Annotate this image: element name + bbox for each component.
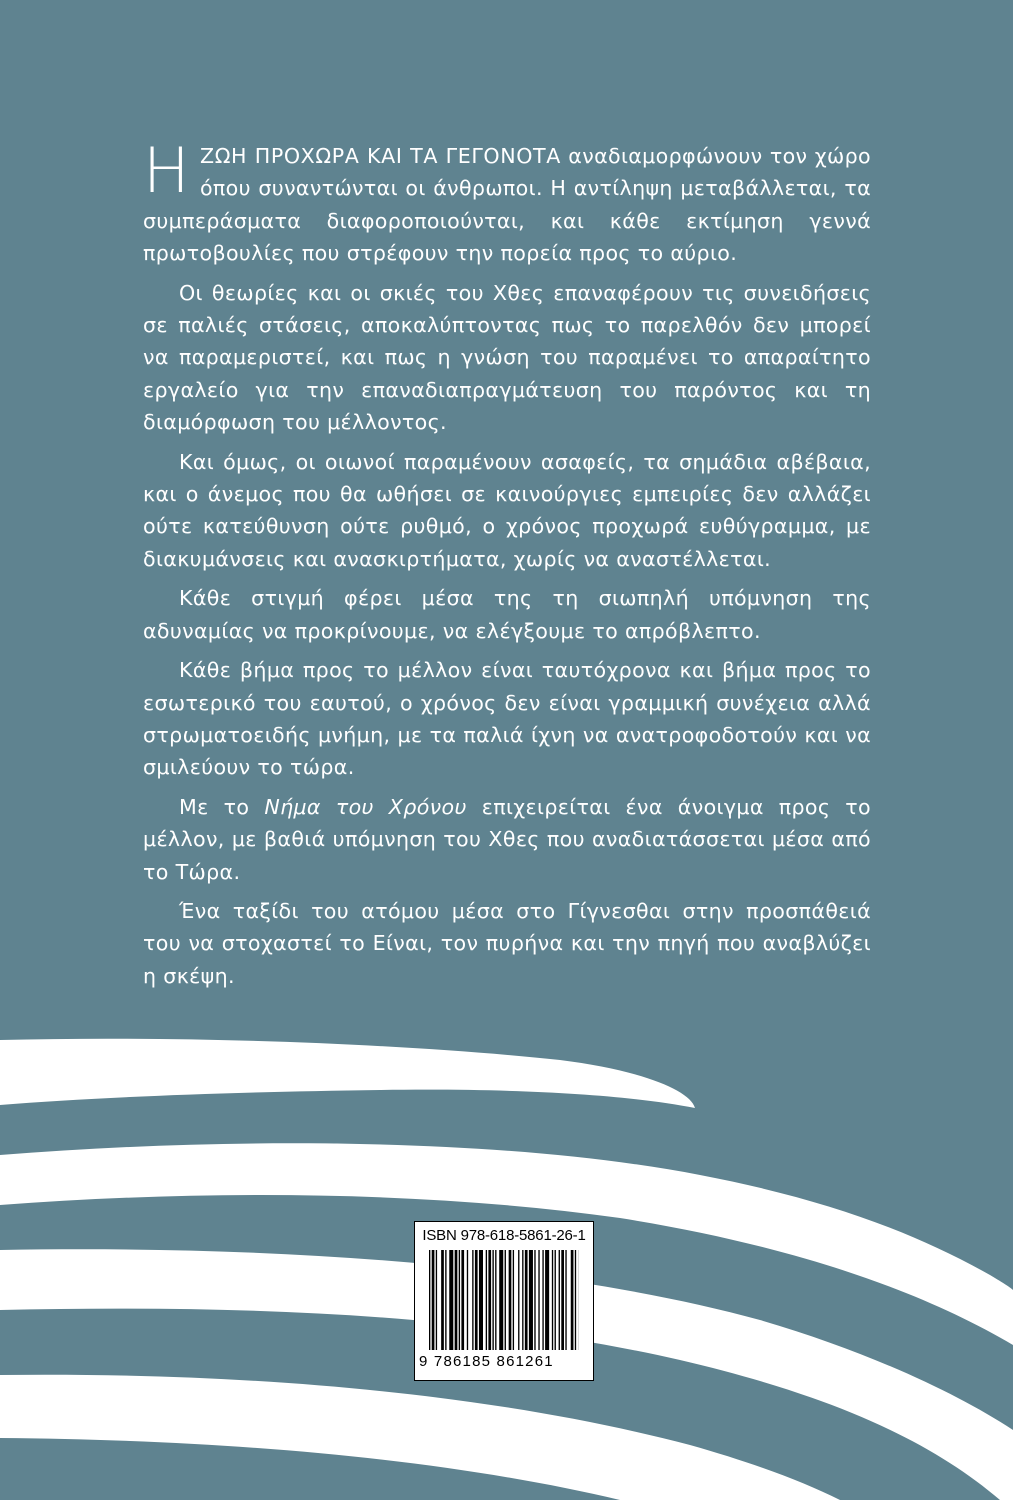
paragraph-2: Οι θεωρίες και οι σκιές του Χθες επαναφέρουν τις συνειδήσεις σε παλιές στάσεις, αποκαλύπτοντας πως το παρελθόν δεν μπορεί να παραμεριστεί, και πως η γνώση του παραμένει το απαραίτητο εργαλείο για την επαναδιαπραγμάτευση του παρόντος και τη διαμόρφωση του μέλλοντος.	[143, 280, 871, 435]
barcode-bar	[472, 1250, 473, 1350]
barcode-bar	[561, 1250, 564, 1350]
barcode-bar	[461, 1250, 464, 1350]
barcode-bar	[499, 1250, 503, 1350]
barcode-bar	[445, 1250, 446, 1350]
barcode-bar	[509, 1250, 512, 1350]
barcode-bar	[441, 1250, 444, 1350]
barcode-bar	[571, 1250, 574, 1350]
barcode-bar	[513, 1250, 514, 1350]
barcode-bar	[545, 1250, 549, 1350]
barcode-bar	[488, 1250, 491, 1350]
barcode-bar	[459, 1250, 460, 1350]
barcode-bar	[432, 1250, 435, 1350]
isbn-label: ISBN 978-618-5861-26-1	[422, 1227, 586, 1244]
barcode-bar	[565, 1250, 566, 1350]
paragraph-6-after: επιχειρείται ένα άνοιγμα προς το μέλλον, με βαθιά υπόμνηση του Χθες που αναδιατάσσεται μέσα από το Τώρα.	[143, 794, 872, 884]
barcode-bar	[449, 1250, 453, 1350]
barcode-bar	[552, 1250, 553, 1350]
barcode-bar	[555, 1250, 556, 1350]
isbn-barcode	[414, 1221, 594, 1381]
wave-stripe-4	[0, 1375, 840, 1500]
barcode-bar	[525, 1250, 528, 1350]
opening-caps: ΖΩΗ ΠΡΟΧΩΡΑ ΚΑΙ ΤΑ ΓΕΓΟΝΟΤΑ	[199, 144, 561, 168]
paragraph-7: Ένα ταξίδι του ατόμου μέσα στο Γίγνεσθαι στην προσπάθειά του να στοχαστεί το Είναι, τον πυρήνα και την πηγή που αναβλύζει η σκέψη.	[143, 898, 871, 988]
paragraph-4: Κάθε στιγμή φέρει μέσα της τη σιωπηλή υπόμνηση της αδυναμίας να προκρίνουμε, να ελέγξουμε το απρόβλεπτο.	[143, 586, 871, 643]
paragraph-6-before: Με το	[179, 794, 265, 819]
barcode-bar	[479, 1250, 483, 1350]
barcode-bar	[538, 1250, 539, 1350]
barcode-bar	[455, 1250, 458, 1350]
barcode-bar	[534, 1250, 535, 1350]
blurb-text	[143, 134, 872, 999]
barcode-bars	[429, 1250, 579, 1350]
paragraph-3: Και όμως, οι οιωνοί παραμένουν ασαφείς, τα σημάδια αβέβαια, και ο άνεμος που θα ωθήσει σε καινούργιες εμπειρίες δεν αλλάζει ούτε κατεύθυνση ούτε ρυθμό, ο χρόνος προχωρά ευθύγραμμα, με διακυμάνσεις και ανασκιρτήματα, χωρίς να αναστέλλεται.	[143, 449, 871, 571]
paragraph-1-rest: αναδιαμορφώνουν τον χώρο όπου συναντώνται οι άνθρωποι. Η αντίληψη μεταβάλλεται, τα συμπεράσματα διαφοροποιούνται, και κάθε εκτίμηση γεννά πρωτοβουλίες που στρέφουν την πορεία προς το αύριο.	[143, 144, 871, 266]
barcode-bar	[436, 1250, 437, 1350]
barcode-bar	[529, 1250, 533, 1350]
barcode-bar	[518, 1250, 519, 1350]
paragraph-1	[143, 134, 871, 270]
barcode-bar	[492, 1250, 493, 1350]
barcode-bar	[575, 1250, 576, 1350]
barcode-bar	[495, 1250, 496, 1350]
barcode-digits: 9 786185 861261	[419, 1353, 554, 1370]
wave-stripe-1	[0, 1039, 695, 1108]
paragraph-6	[143, 791, 871, 888]
barcode-bar	[486, 1250, 487, 1350]
barcode-bar	[505, 1250, 506, 1350]
paragraph-5: Κάθε βήμα προς το μέλλον είναι ταυτόχρονα και βήμα προς το εσωτερικό του εαυτού, ο χρόνος δεν είναι γραμμική συνέχεια αλλά στρωματοειδής μνήμη, με τα παλιά ίχνη να ανατροφοδοτούν και να σμιλεύουν το τώρα.	[143, 658, 871, 780]
barcode-bar	[559, 1250, 560, 1350]
barcode-bar	[475, 1250, 478, 1350]
book-title-italic: Νήμα του Χρόνου	[264, 794, 467, 819]
barcode-bar	[429, 1250, 430, 1350]
barcode-bar	[542, 1250, 543, 1350]
barcode-bar	[467, 1250, 468, 1350]
drop-cap: Η	[143, 134, 190, 207]
barcode-bar	[522, 1250, 523, 1350]
